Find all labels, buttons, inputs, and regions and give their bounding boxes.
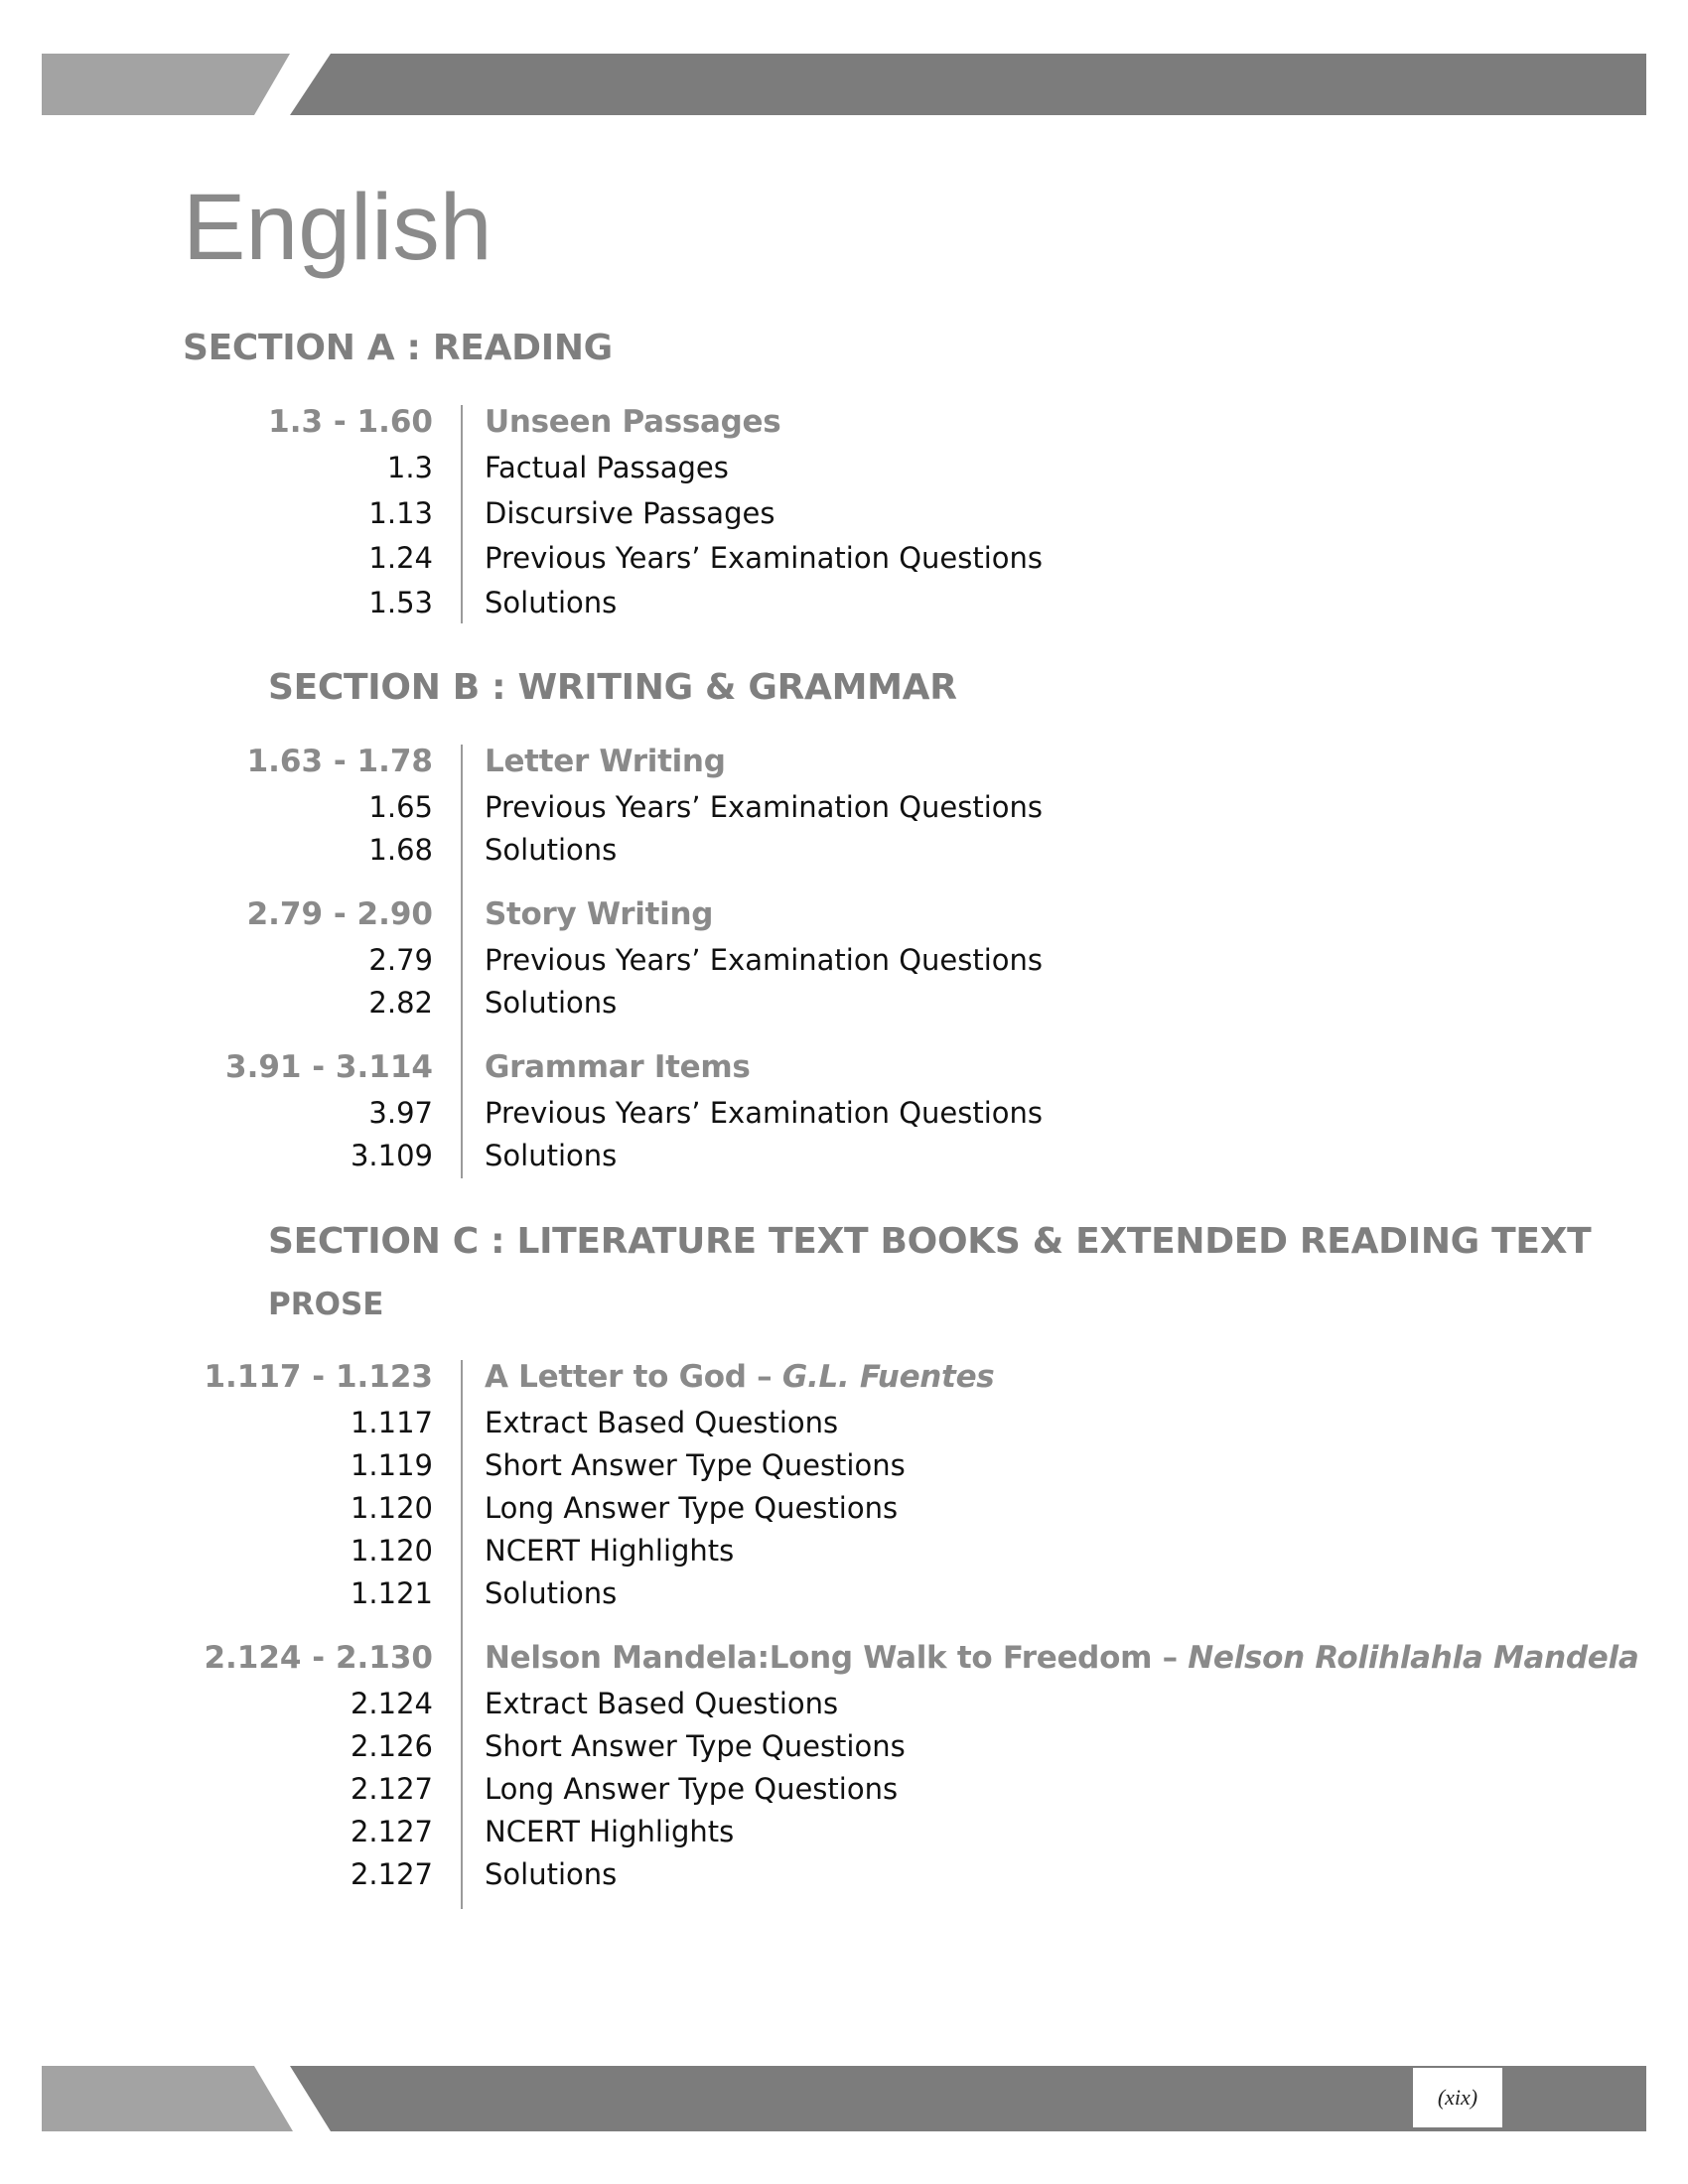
toc-entry[interactable] bbox=[0, 940, 1688, 980]
page-number: 1.24 bbox=[368, 541, 433, 575]
toc-entry[interactable] bbox=[0, 583, 1688, 622]
top-header-band bbox=[0, 54, 1688, 115]
entry-label: NCERT Highlights bbox=[485, 1534, 735, 1568]
toc-entry[interactable] bbox=[0, 493, 1688, 533]
toc-entry[interactable] bbox=[0, 538, 1688, 578]
chapter-title: Unseen Passages bbox=[485, 404, 781, 440]
chapter-author: Nelson Rolihlahla Mandela bbox=[1188, 1640, 1639, 1676]
page-range: 1.3 - 1.60 bbox=[268, 404, 433, 440]
page-number: 2.127 bbox=[350, 1772, 433, 1806]
document-title: English bbox=[183, 175, 492, 280]
page-number: 1.121 bbox=[350, 1576, 433, 1610]
toc-entry[interactable] bbox=[0, 787, 1688, 827]
page-range: 2.124 - 2.130 bbox=[204, 1640, 433, 1676]
page-number: 3.109 bbox=[350, 1139, 433, 1172]
toc-group-heading[interactable] bbox=[0, 402, 1688, 442]
toc-entry[interactable] bbox=[0, 1445, 1688, 1485]
chapter-title: Story Writing bbox=[485, 896, 714, 932]
page-number: 1.13 bbox=[368, 496, 433, 530]
toc-entry[interactable] bbox=[0, 983, 1688, 1023]
entry-label: Solutions bbox=[485, 1576, 618, 1610]
page-number: 2.127 bbox=[350, 1815, 433, 1848]
toc-entry[interactable] bbox=[0, 1531, 1688, 1570]
chapter-title: Letter Writing bbox=[485, 744, 726, 779]
toc-group-heading[interactable] bbox=[0, 894, 1688, 934]
toc-entry[interactable] bbox=[0, 448, 1688, 487]
toc-entry[interactable] bbox=[0, 1726, 1688, 1766]
entry-label: Solutions bbox=[485, 1857, 618, 1891]
page-number: 1.120 bbox=[350, 1534, 433, 1568]
page-number: 2.79 bbox=[368, 943, 433, 977]
entry-label: Solutions bbox=[485, 1139, 618, 1172]
page-number: 2.124 bbox=[350, 1687, 433, 1720]
section-a-heading: SECTION A : READING bbox=[183, 328, 613, 368]
toc-entry[interactable] bbox=[0, 1403, 1688, 1442]
toc-entry[interactable] bbox=[0, 1136, 1688, 1175]
page-number: 1.53 bbox=[368, 586, 433, 619]
entry-label: Previous Years’ Examination Questions bbox=[485, 943, 1044, 977]
entry-label: Previous Years’ Examination Questions bbox=[485, 1096, 1044, 1130]
page-number: 2.127 bbox=[350, 1857, 433, 1891]
page-number: 1.119 bbox=[350, 1448, 433, 1482]
entry-label: Solutions bbox=[485, 986, 618, 1020]
prose-subheading: PROSE bbox=[268, 1287, 384, 1322]
chapter-title bbox=[485, 1357, 994, 1397]
entry-label: NCERT Highlights bbox=[485, 1815, 735, 1848]
chapter-title bbox=[485, 1638, 1638, 1678]
page-number: 1.68 bbox=[368, 833, 433, 867]
section-c-heading: SECTION C : LITERATURE TEXT BOOKS & EXTENDED READING TEXT bbox=[268, 1221, 1592, 1262]
toc-entry[interactable] bbox=[0, 1769, 1688, 1809]
page-number: 1.120 bbox=[350, 1491, 433, 1525]
section-b-heading: SECTION B : WRITING & GRAMMAR bbox=[268, 667, 957, 708]
chapter-name: Nelson Mandela:Long Walk to Freedom – bbox=[485, 1640, 1189, 1676]
entry-label: Long Answer Type Questions bbox=[485, 1772, 899, 1806]
entry-label: Discursive Passages bbox=[485, 496, 775, 530]
entry-label: Short Answer Type Questions bbox=[485, 1448, 906, 1482]
page-range: 2.79 - 2.90 bbox=[246, 896, 433, 932]
entry-label: Solutions bbox=[485, 586, 618, 619]
page-range: 1.117 - 1.123 bbox=[204, 1359, 433, 1395]
entry-label: Previous Years’ Examination Questions bbox=[485, 790, 1044, 824]
page-number: 1.117 bbox=[350, 1406, 433, 1439]
page-range: 1.63 - 1.78 bbox=[246, 744, 433, 779]
toc-entry[interactable] bbox=[0, 1854, 1688, 1894]
toc-entry[interactable] bbox=[0, 830, 1688, 870]
toc-entry[interactable] bbox=[0, 1812, 1688, 1851]
chapter-title: Grammar Items bbox=[485, 1049, 751, 1085]
entry-label: Short Answer Type Questions bbox=[485, 1729, 906, 1763]
page-number: 1.3 bbox=[386, 451, 433, 484]
toc-group-heading[interactable] bbox=[0, 742, 1688, 781]
entry-label: Extract Based Questions bbox=[485, 1406, 839, 1439]
toc-entry[interactable] bbox=[0, 1684, 1688, 1723]
toc-entry[interactable] bbox=[0, 1573, 1688, 1613]
chapter-author: G.L. Fuentes bbox=[781, 1359, 995, 1395]
chapter-name: A Letter to God – bbox=[485, 1359, 782, 1395]
page-number: 2.82 bbox=[368, 986, 433, 1020]
toc-entry[interactable] bbox=[0, 1093, 1688, 1133]
toc-group-heading[interactable] bbox=[0, 1047, 1688, 1087]
page-number: 2.126 bbox=[350, 1729, 433, 1763]
entry-label: Long Answer Type Questions bbox=[485, 1491, 899, 1525]
entry-label: Extract Based Questions bbox=[485, 1687, 839, 1720]
toc-group-heading[interactable] bbox=[0, 1638, 1688, 1678]
toc-group-heading[interactable] bbox=[0, 1357, 1688, 1397]
page-range: 3.91 - 3.114 bbox=[225, 1049, 433, 1085]
page-number: 3.97 bbox=[368, 1096, 433, 1130]
entry-label: Previous Years’ Examination Questions bbox=[485, 541, 1044, 575]
page-number-footer: (xix) bbox=[1413, 2068, 1502, 2127]
entry-label: Solutions bbox=[485, 833, 618, 867]
toc-entry[interactable] bbox=[0, 1488, 1688, 1528]
entry-label: Factual Passages bbox=[485, 451, 729, 484]
page-number: 1.65 bbox=[368, 790, 433, 824]
